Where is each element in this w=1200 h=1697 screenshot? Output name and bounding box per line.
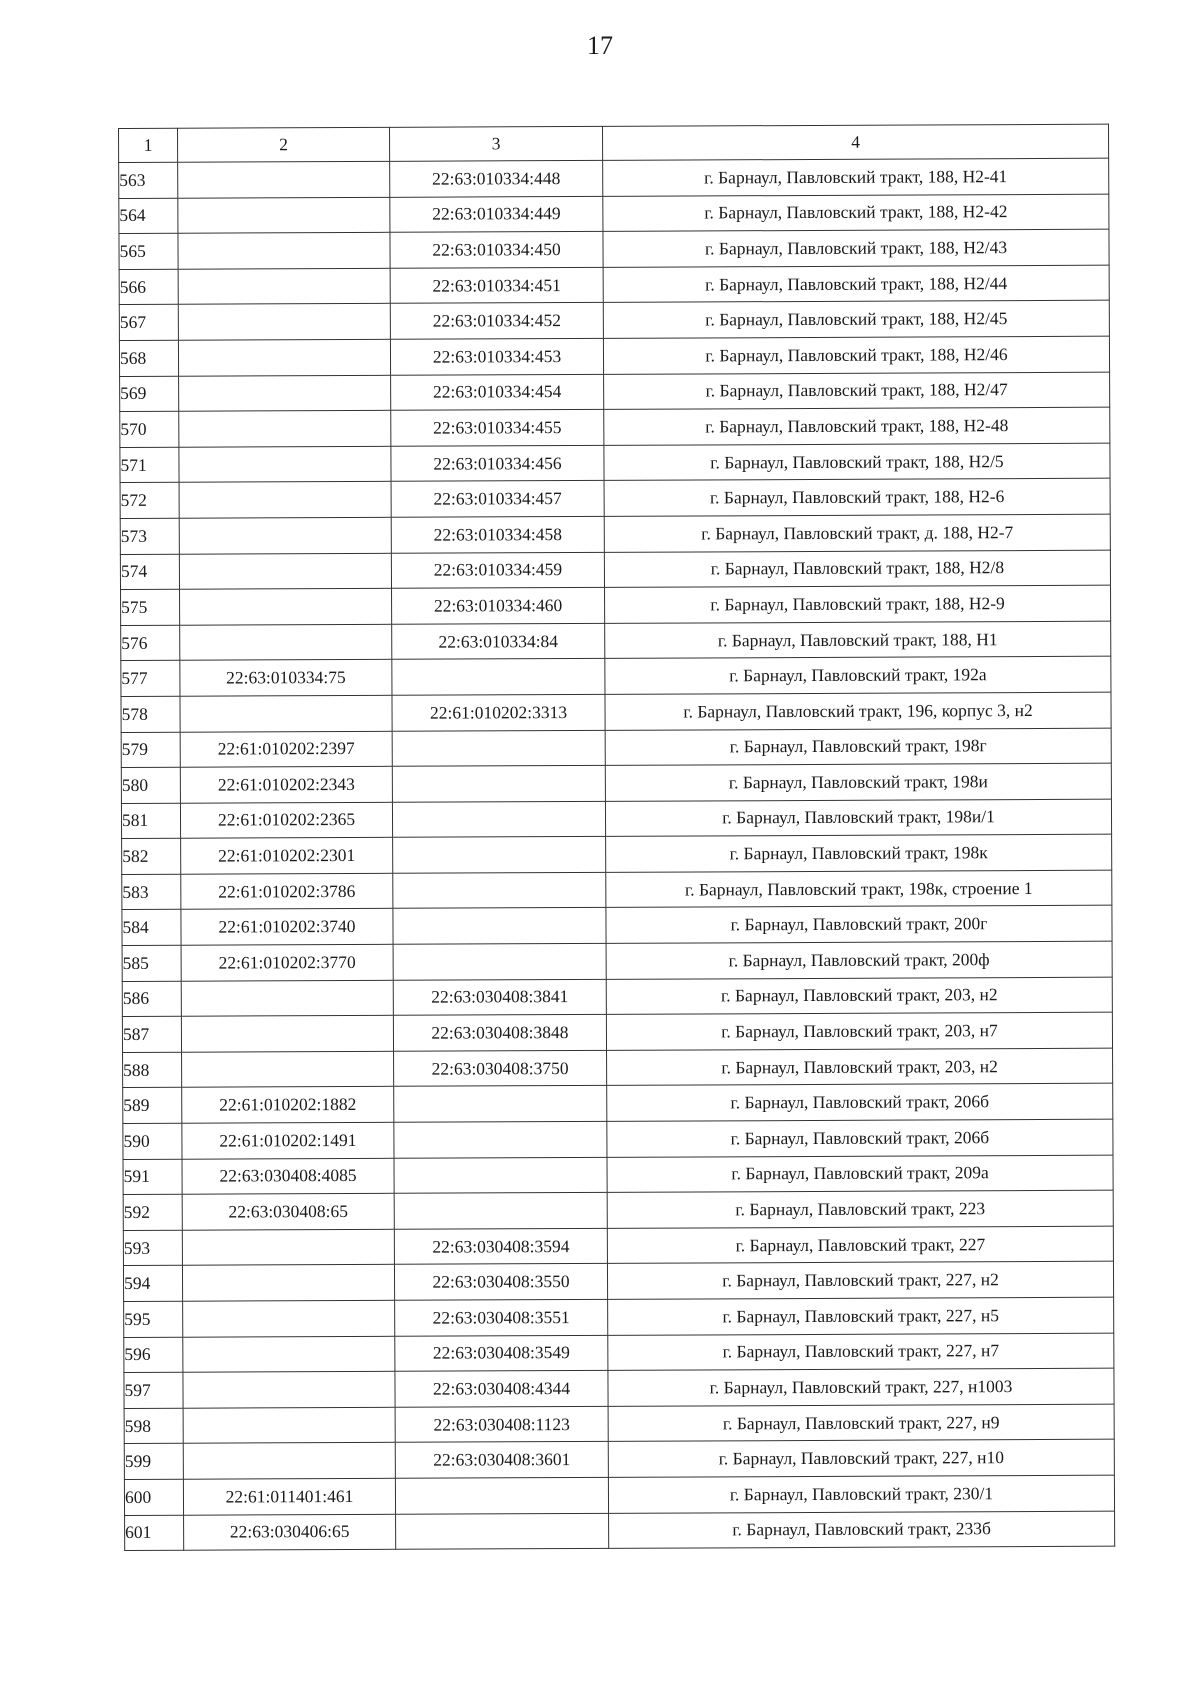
row-number: 574 [120,554,179,590]
row-number: 598 [124,1408,183,1444]
cadastral-number-col3: 22:61:010202:3313 [392,694,605,731]
cadastral-number-col2: 22:61:010202:3770 [181,944,393,981]
address-cell: г. Барнаул, Павловский тракт, 188, Н2-9 [605,585,1111,623]
cadastral-number-col3 [394,1193,607,1230]
cadastral-number-col3: 22:63:010334:454 [391,374,604,411]
row-number: 601 [125,1515,184,1551]
cadastral-number-col3: 22:63:010334:455 [391,410,604,447]
cadastral-number-col3 [396,1513,609,1550]
row-number: 582 [122,839,181,875]
table-row [125,1511,1115,1551]
table-row [120,372,1110,412]
cadastral-number-col3: 22:63:030408:3550 [394,1264,607,1301]
table-row [124,1440,1114,1480]
page-number: 17 [587,31,613,60]
row-number: 569 [120,376,179,412]
table-row [123,1119,1113,1159]
address-cell: г. Барнаул, Павловский тракт, д. 188, Н2-7 [604,514,1110,552]
cadastral-number-col3 [393,872,606,909]
cadastral-number-col3 [394,1157,607,1194]
address-cell: г. Барнаул, Павловский тракт, 227, н10 [608,1440,1114,1478]
row-number: 579 [121,732,180,768]
cadastral-number-col3: 22:63:030408:3594 [394,1228,607,1265]
cadastral-number-col2 [178,339,390,376]
address-cell: г. Барнаул, Павловский тракт, 227, н5 [608,1297,1114,1335]
table-row [122,834,1112,874]
cadastral-number-col3: 22:63:030408:3601 [395,1442,608,1479]
cadastral-number-col3 [393,837,606,874]
table-row [124,1475,1114,1515]
table-row [120,443,1110,483]
address-cell: г. Барнаул, Павловский тракт, 203, н2 [606,977,1112,1015]
table-row [122,977,1112,1017]
column-header-4: 4 [602,124,1108,160]
table-row [124,1333,1114,1373]
address-cell: г. Барнаул, Павловский тракт, 230/1 [608,1475,1114,1513]
address-cell: г. Барнаул, Павловский тракт, 206б [607,1119,1113,1157]
row-number: 565 [119,233,178,269]
cadastral-number-col2: 22:63:030406:65 [184,1514,396,1551]
row-number: 564 [119,198,178,234]
table-row [124,1297,1114,1337]
cadastral-number-col2 [183,1443,395,1480]
address-cell: г. Барнаул, Павловский тракт, 206б [607,1084,1113,1122]
cadastral-number-col3 [395,1477,608,1514]
cadastral-number-col2 [182,1229,394,1266]
address-cell: г. Барнаул, Павловский тракт, 188, Н2-48 [604,407,1110,445]
cadastral-number-col2 [178,161,390,198]
row-number: 578 [121,696,180,732]
row-number: 573 [120,518,179,554]
cadastral-number-col2 [180,588,392,625]
row-number: 592 [123,1194,182,1230]
cadastral-number-col3: 22:63:010334:458 [391,516,604,553]
address-cell: г. Барнаул, Павловский тракт, 200ф [606,941,1112,979]
table-row [122,870,1112,910]
address-cell: г. Барнаул, Павловский тракт, 227, н1003 [608,1368,1114,1406]
cadastral-number-col2: 22:63:010334:75 [180,660,392,697]
cadastral-number-col2: 22:61:010202:2301 [181,838,393,875]
cadastral-number-col3: 22:63:030408:3551 [395,1299,608,1336]
cadastral-number-col3: 22:63:030408:3549 [395,1335,608,1372]
cadastral-number-col3: 22:63:010334:449 [390,196,603,233]
address-cell: г. Барнаул, Павловский тракт, 192а [605,656,1111,694]
address-cell: г. Барнаул, Павловский тракт, 198и [605,763,1111,801]
cadastral-number-col2 [178,233,390,270]
column-header-2: 2 [178,127,390,162]
table-row [121,692,1111,732]
row-number: 577 [121,661,180,697]
row-number: 570 [120,411,179,447]
cadastral-number-col2 [182,1265,394,1302]
cadastral-number-col2 [180,695,392,732]
cadastral-number-col2: 22:61:010202:2343 [180,766,392,803]
cadastral-number-col3: 22:63:010334:457 [391,481,604,518]
row-number: 567 [119,305,178,341]
address-cell: г. Барнаул, Павловский тракт, 233б [609,1511,1115,1549]
address-cell: г. Барнаул, Павловский тракт, 188, Н2/46 [603,336,1109,374]
cadastral-number-col3 [394,1086,607,1123]
row-number: 566 [119,269,178,305]
cadastral-number-col2: 22:61:010202:2365 [180,802,392,839]
row-number: 584 [122,910,181,946]
table-row [123,1084,1113,1124]
cadastral-number-col2 [179,375,391,412]
address-cell: г. Барнаул, Павловский тракт, 200г [606,906,1112,944]
cadastral-number-col3: 22:63:010334:84 [392,623,605,660]
row-number: 590 [123,1123,182,1159]
row-number: 571 [120,447,179,483]
cadastral-number-col2 [178,304,390,341]
address-cell: г. Барнаул, Павловский тракт, 203, н7 [606,1012,1112,1050]
row-number: 600 [124,1479,183,1515]
row-number: 572 [120,483,179,519]
row-number: 576 [121,625,180,661]
address-cell: г. Барнаул, Павловский тракт, 227, н2 [607,1262,1113,1300]
table-row [123,1048,1113,1088]
cadastral-number-col2: 22:61:011401:461 [183,1478,395,1515]
address-cell: г. Барнаул, Павловский тракт, 198к, строение 1 [606,870,1112,908]
cadastral-number-col2: 22:61:010202:3786 [181,873,393,910]
row-number: 594 [123,1266,182,1302]
address-cell: г. Барнаул, Павловский тракт, 227, н7 [608,1333,1114,1371]
table-row [121,799,1111,839]
cadastral-number-col2 [180,624,392,661]
cadastral-number-col2: 22:61:010202:1882 [182,1087,394,1124]
row-number: 588 [123,1052,182,1088]
cadastral-number-col2 [183,1336,395,1373]
cadastral-number-col2 [178,197,390,234]
table-row [123,1262,1113,1302]
row-number: 595 [124,1301,183,1337]
cadastral-number-col3: 22:63:010334:448 [390,160,603,197]
cadastral-number-col2: 22:61:010202:3740 [181,909,393,946]
cadastral-number-col2 [179,553,391,590]
table-row [119,229,1109,269]
row-number: 583 [122,874,181,910]
cadastral-number-col2 [181,980,393,1017]
row-number: 599 [124,1444,183,1480]
table-row [120,550,1110,590]
table-row [122,1012,1112,1052]
cadastral-number-col2 [179,410,391,447]
row-number: 568 [119,340,178,376]
cadastral-number-col2 [179,482,391,519]
address-cell: г. Барнаул, Павловский тракт, 196, корпус 3, н2 [605,692,1111,730]
address-cell: г. Барнаул, Павловский тракт, 188, Н2/43 [603,229,1109,267]
row-number: 563 [119,162,178,198]
address-cell: г. Барнаул, Павловский тракт, 209а [607,1155,1113,1193]
cadastral-number-col2 [183,1300,395,1337]
address-cell: г. Барнаул, Павловский тракт, 188, Н2/45 [603,301,1109,339]
table-row [120,479,1110,519]
address-cell: г. Барнаул, Павловский тракт, 198и/1 [605,799,1111,837]
address-cell: г. Барнаул, Павловский тракт, 188, Н2/5 [604,443,1110,481]
row-number: 593 [123,1230,182,1266]
column-header-3: 3 [389,126,602,161]
row-number: 597 [124,1372,183,1408]
cadastral-number-col2: 22:61:010202:2397 [180,731,392,768]
table-row [121,621,1111,661]
cadastral-number-col2: 22:63:030408:65 [182,1194,394,1231]
address-cell: г. Барнаул, Павловский тракт, 198г [605,728,1111,766]
address-cell: г. Барнаул, Павловский тракт, 188, Н2/47 [604,372,1110,410]
row-number: 586 [122,981,181,1017]
table-row [123,1226,1113,1266]
cadastral-number-col2 [183,1371,395,1408]
table-row [121,656,1111,696]
address-cell: г. Барнаул, Павловский тракт, 203, н2 [607,1048,1113,1086]
cadastral-number-col3 [393,943,606,980]
cadastral-number-col3: 22:63:010334:456 [391,445,604,482]
cadastral-number-col3 [392,801,605,838]
cadastral-number-col3: 22:63:010334:459 [391,552,604,589]
cadastral-number-col3: 22:63:010334:453 [390,338,603,375]
cadastral-number-col3: 22:63:030408:3841 [393,979,606,1016]
cadastral-number-col3: 22:63:010334:451 [390,267,603,304]
header-row [119,124,1109,162]
table-body [119,158,1115,1550]
cadastral-number-col3: 22:63:030408:3750 [394,1050,607,1087]
row-number: 581 [121,803,180,839]
cadastral-number-col2: 22:61:010202:1491 [182,1122,394,1159]
address-cell: г. Барнаул, Павловский тракт, 227, н9 [608,1404,1114,1442]
row-number: 585 [122,945,181,981]
table-row [120,514,1110,554]
cadastral-number-col3 [392,659,605,696]
column-header-1: 1 [119,128,178,162]
cadastral-number-col3: 22:63:010334:460 [392,588,605,625]
row-number: 587 [122,1016,181,1052]
address-cell: г. Барнаул, Павловский тракт, 223 [607,1190,1113,1228]
cadastral-number-col3: 22:63:030408:3848 [393,1015,606,1052]
table-row [123,1155,1113,1195]
address-cell: г. Барнаул, Павловский тракт, 198к [606,834,1112,872]
cadastral-number-col2 [179,446,391,483]
registry-table [118,124,1115,1551]
table-row [119,158,1109,198]
row-number: 580 [121,767,180,803]
address-cell: г. Барнаул, Павловский тракт, 227 [607,1226,1113,1264]
cadastral-number-col2 [183,1407,395,1444]
cadastral-number-col3 [392,730,605,767]
table-row [119,194,1109,234]
cadastral-number-col2 [181,1016,393,1053]
cadastral-number-col3: 22:63:030408:4344 [395,1371,608,1408]
table-row [119,301,1109,341]
row-number: 591 [123,1159,182,1195]
cadastral-number-col3: 22:63:010334:452 [390,303,603,340]
address-cell: г. Барнаул, Павловский тракт, 188, Н2-6 [604,479,1110,517]
address-cell: г. Барнаул, Павловский тракт, 188, Н2/44 [603,265,1109,303]
address-cell: г. Барнаул, Павловский тракт, 188, Н1 [605,621,1111,659]
row-number: 575 [121,589,180,625]
cadastral-number-col3 [392,765,605,802]
cadastral-number-col2 [182,1051,394,1088]
cadastral-number-col2: 22:63:030408:4085 [182,1158,394,1195]
table-row [123,1190,1113,1230]
table-row [121,585,1111,625]
table-row [121,763,1111,803]
address-cell: г. Барнаул, Павловский тракт, 188, Н2-41 [603,158,1109,196]
table-row [119,336,1109,376]
table-row [124,1368,1114,1408]
table-row [120,407,1110,447]
address-cell: г. Барнаул, Павловский тракт, 188, Н2/8 [604,550,1110,588]
cadastral-number-col3 [393,908,606,945]
table-row [122,906,1112,946]
cadastral-number-col3: 22:63:030408:1123 [395,1406,608,1443]
cadastral-number-col2 [178,268,390,305]
row-number: 596 [124,1337,183,1373]
table-row [122,941,1112,981]
table-row [121,728,1111,768]
address-cell: г. Барнаул, Павловский тракт, 188, Н2-42 [603,194,1109,232]
row-number: 589 [123,1088,182,1124]
cadastral-number-col2 [179,517,391,554]
cadastral-number-col3: 22:63:010334:450 [390,232,603,269]
table-row [119,265,1109,305]
cadastral-number-col3 [394,1121,607,1158]
table-row [124,1404,1114,1444]
